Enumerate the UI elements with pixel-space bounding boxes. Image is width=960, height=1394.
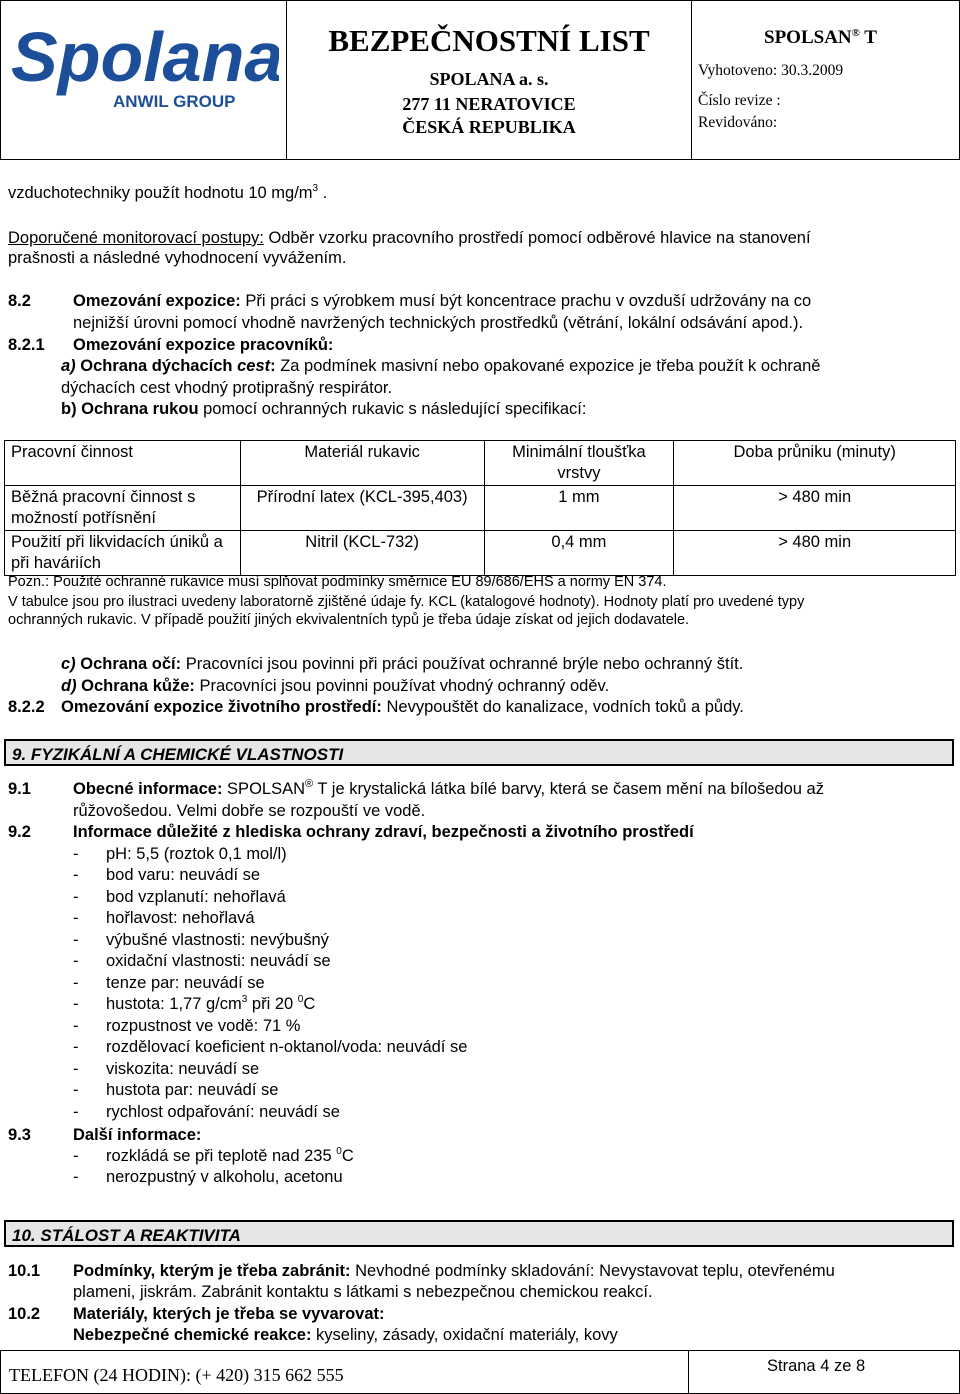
text-line: prašnosti a následné vyhodnocení vyvážením. (8, 249, 347, 267)
general-info: Obecné informace: SPOLSAN® T je krystalická látka bílé barvy, která se časem mění na bílošedou až (73, 778, 824, 798)
text-line: růžovošedou. Velmi dobře se rozpouští ve vodě. (73, 802, 426, 820)
property-item: oxidační vlastnosti: neuvádí se (106, 952, 331, 970)
list-bullet: - (73, 931, 79, 949)
property-item: rozdělovací koeficient n-oktanol/voda: neuvádí se (106, 1038, 468, 1056)
revision-date: Revidováno: (698, 114, 778, 131)
table-header: Minimální tloušťka vrstvy (484, 441, 674, 486)
list-item-text: rozkládá se při teplotě nad 235 $^0$C (106, 1146, 354, 1165)
table-cell: > 480 min (674, 486, 956, 531)
property-item: rychlost odpařování: neuvádí se (106, 1103, 340, 1121)
logo-subtitle: ANWIL GROUP (113, 92, 236, 111)
header-divider (691, 1, 692, 159)
section-10-title: 10. STÁLOST A REAKTIVITA (4, 1220, 954, 1247)
property-item: rozpustnost ve vodě: 71 % (106, 1017, 301, 1035)
list-item: - (73, 1168, 79, 1186)
list-bullet: - (73, 845, 79, 863)
table-header: Materiál rukavic (240, 441, 484, 486)
list-bullet: - (73, 909, 79, 927)
table-cell: 0,4 mm (484, 531, 674, 576)
monitoring-heading: Doporučené monitorovací postupy: (8, 229, 264, 247)
list-bullet: - (73, 1017, 79, 1035)
made-date (698, 62, 843, 80)
hand-protection: b) Ochrana rukou pomocí ochranných rukavic s následující specifikací: (61, 400, 587, 418)
list-bullet: - (73, 995, 79, 1013)
list-bullet: - (73, 1038, 79, 1056)
section-8-2: Omezování expozice: Při práci s výrobkem musí být koncentrace prachu v ovzduší udržovány na co (73, 292, 812, 310)
hazardous-reactions: Nebezpečné chemické reakce: kyseliny, zásady, oxidační materiály, kovy (73, 1326, 618, 1344)
table-note: Pozn.: Použité ochranné rukavice musí splňovat podmínky směrnice EU 89/686/EHS a normy EN 374. (8, 574, 667, 590)
section-heading: Informace důležité z hlediska ochrany zdraví, bezpečnosti a životního prostředí (73, 823, 694, 841)
property-item: hustota: 1,77 $g/cm^3$ při 20 $^0$C (106, 994, 316, 1013)
section-number: 9.1 (8, 780, 31, 798)
document-footer (0, 1350, 960, 1394)
property-item: viskozita: neuvádí se (106, 1060, 260, 1078)
section-number: 8.2.1 (8, 336, 45, 354)
section-number: 9.2 (8, 823, 31, 841)
section-9-title: 9. FYZIKÁLNÍ A CHEMICKÉ VLASTNOSTI (4, 739, 954, 766)
section-number: 8.2.2 (8, 698, 45, 716)
footer-divider (688, 1351, 689, 1393)
list-bullet: - (73, 1081, 79, 1099)
product-suffix: T (864, 27, 877, 48)
list-bullet: - (73, 866, 79, 884)
list-bullet: - (73, 888, 79, 906)
monitoring-paragraph: Doporučené monitorovací postupy: Odběr vzorku pracovního prostředí pomocí odběrové hlavice na stanovení (8, 229, 811, 247)
section-heading: Omezování expozice pracovníků: (73, 336, 334, 354)
environment-exposure: Omezování expozice životního prostředí: Nevypouštět do kanalizace, vodních toků a půdy. (61, 698, 744, 716)
table-header: Pracovní činnost (5, 441, 241, 486)
section-heading: Další informace: (73, 1126, 202, 1144)
company-address: 277 11 NERATOVICE (402, 94, 576, 114)
property-item: hořlavost: nehořlavá (106, 909, 255, 927)
product-label: SPOLSAN (764, 27, 852, 48)
table-cell: 1 mm (484, 486, 674, 531)
emergency-phone: TELEFON (24 HODIN): (+ 420) 315 662 555 (9, 1365, 344, 1385)
section-heading: Omezování expozice: (73, 292, 241, 310)
list-bullet: - (73, 1060, 79, 1078)
property-item: bod vzplanutí: nehořlavá (106, 888, 286, 906)
made-value: 30.3.2009 (781, 62, 844, 79)
table-cell: Použití při likvidacích úniků a při haváriích (5, 531, 241, 576)
respiratory-protection: a) Ochrana dýchacích cest: Za podmínek masivní nebo opakované expozice je třeba použít k ochraně (61, 357, 821, 375)
page-number: Strana 4 ze 8 (767, 1357, 866, 1375)
table-header: Doba průniku (minuty) (674, 441, 956, 486)
property-item: hustota par: neuvádí se (106, 1081, 279, 1099)
section-number: 10.1 (8, 1262, 41, 1280)
text-line: plameni, jiskrám. Zabránit kontaktu s látkami s nebezpečnou chemickou reakcí. (73, 1283, 653, 1301)
skin-protection: d) Ochrana kůže: Pracovníci jsou povinni používat vhodný ochranný oděv. (61, 677, 610, 695)
table-cell: Přírodní latex (KCL-395,403) (240, 486, 484, 531)
table-note: V tabulce jsou pro ilustraci uvedeny laboratorně zjištěné údaje fy. KCL (katalogové hodnoty). Hodnoty platí pro uvedené typy (8, 594, 805, 610)
list-bullet: - (73, 1103, 79, 1121)
document-header (0, 0, 960, 160)
table-cell: Nitril (KCL-732) (240, 531, 484, 576)
document-title: BEZPEČNOSTNÍ LIST (328, 23, 650, 58)
table-cell: > 480 min (674, 531, 956, 576)
eye-protection: c) Ochrana očí: Pracovníci jsou povinni při práci používat ochranné brýle nebo ochranný štít. (61, 655, 744, 673)
property-item: tenze par: neuvádí se (106, 974, 265, 992)
conditions-to-avoid: Podmínky, kterým je třeba zabránit: Nevhodné podmínky skladování: Nevystavovat teplu, otevřenému (73, 1262, 835, 1280)
table-row (5, 486, 956, 531)
list-bullet: - (73, 952, 79, 970)
logo-wordmark: Spolana (11, 18, 279, 96)
company-name: SPOLANA a. s. (429, 69, 549, 89)
revision-number: Číslo revize : (698, 92, 781, 109)
company-country: ČESKÁ REPUBLIKA (402, 117, 576, 137)
glove-spec-table (4, 440, 956, 576)
table-note: ochranných rukavic. V případě použití jiných ekvivalentních typů je třeba údaje získat od jejich dodavatele. (8, 612, 690, 628)
product-name (764, 27, 877, 49)
text-line: dýchacích cest vhodný protiprašný respirátor. (61, 379, 393, 397)
list-item: - (73, 1147, 79, 1165)
section-number: 9.3 (8, 1126, 31, 1144)
table-header-row (5, 441, 956, 486)
text-line: nejnižší úrovni pomocí vhodně navržených technických prostředků (větrání, lokální odsávání apod.). (73, 314, 804, 332)
property-item: bod varu: neuvádí se (106, 866, 261, 884)
text-line: vzduchotechniky použít hodnotu 10 $mg/m^3$ . (8, 183, 328, 202)
made-label: Vyhotoveno: (698, 62, 778, 79)
list-bullet: - (73, 974, 79, 992)
property-item: výbušné vlastnosti: nevýbušný (106, 931, 329, 949)
table-cell: Běžná pracovní činnost s možností potřísnění (5, 486, 241, 531)
property-item: pH: 5,5 (roztok 0,1 mol/l) (106, 845, 287, 863)
section-heading: Materiály, kterých je třeba se vyvarovat: (73, 1305, 385, 1323)
section-number: 8.2 (8, 292, 31, 310)
list-item-text: nerozpustný v alkoholu, acetonu (106, 1168, 343, 1186)
registered-icon: ® (851, 27, 860, 39)
section-number: 10.2 (8, 1305, 41, 1323)
table-row (5, 531, 956, 576)
spolana-logo (9, 15, 279, 115)
